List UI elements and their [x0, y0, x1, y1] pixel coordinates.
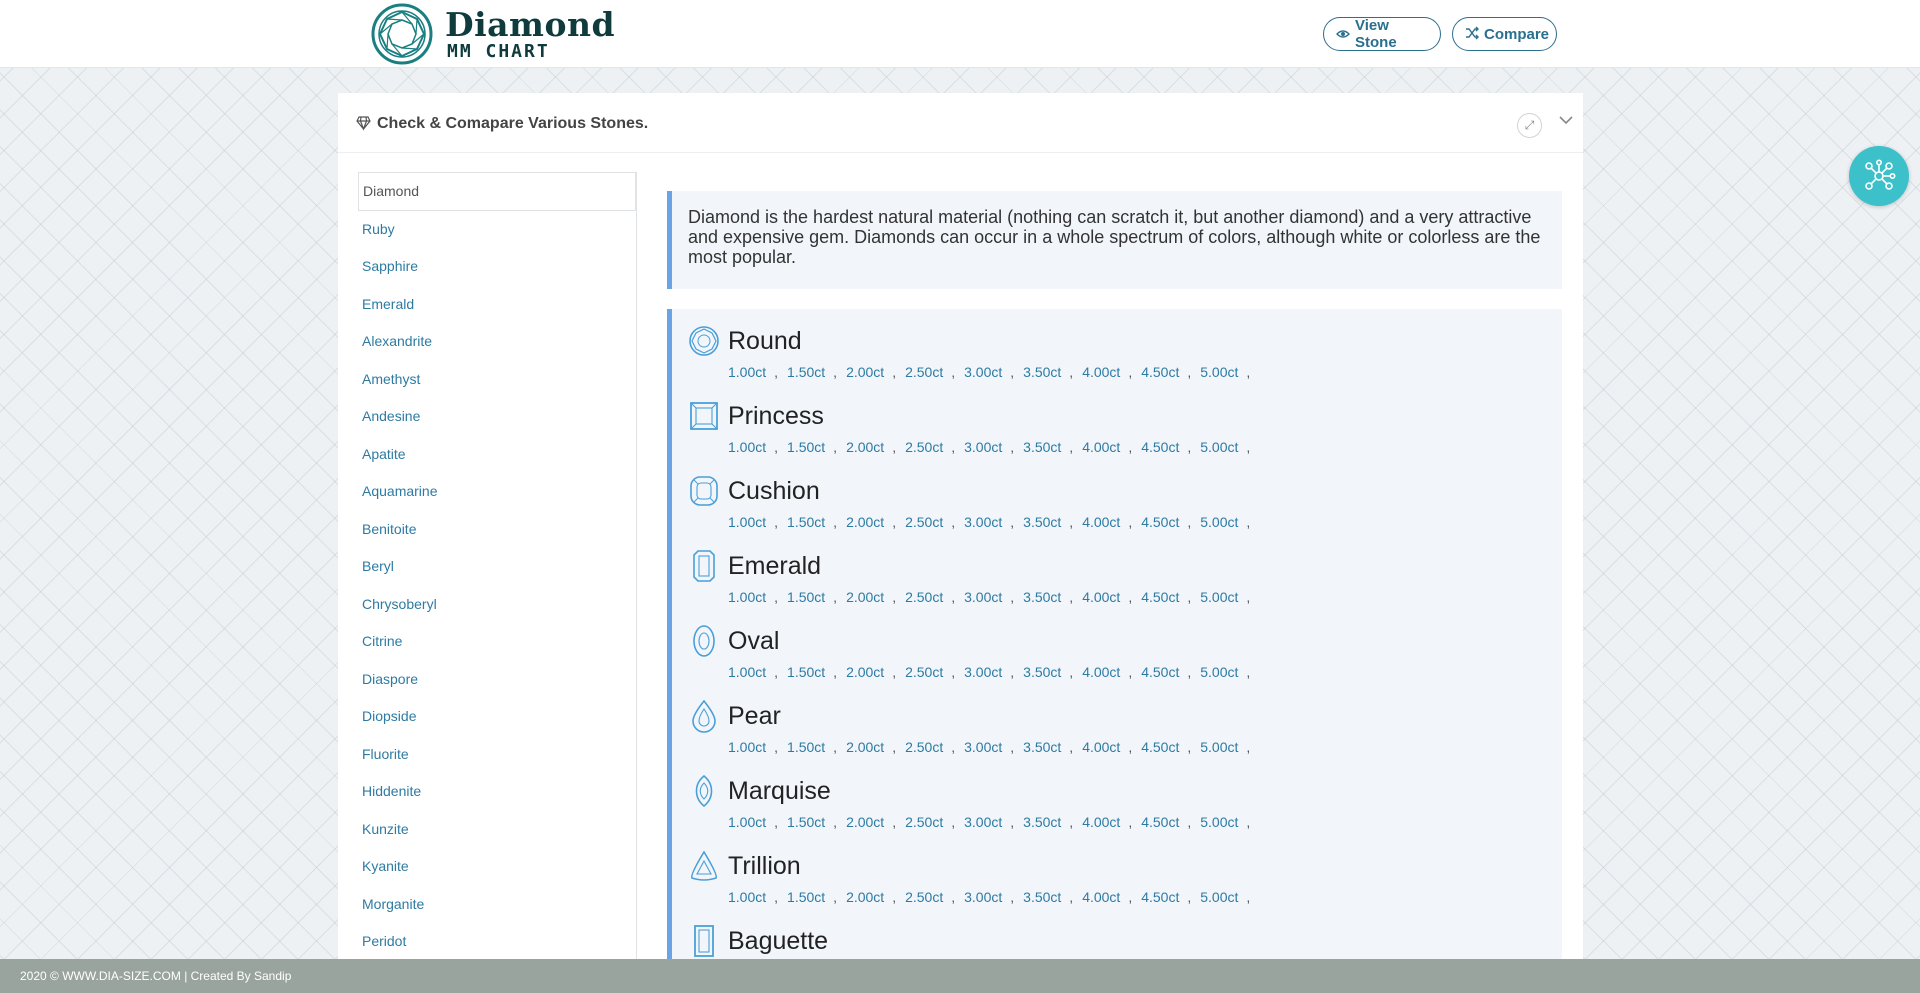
- separator: ,: [1010, 589, 1015, 605]
- carat-link[interactable]: 1.50ct: [787, 439, 826, 455]
- carat-link[interactable]: 1.00ct: [728, 364, 767, 380]
- separator: ,: [951, 364, 956, 380]
- card-title-text: Check & Comapare Various Stones.: [377, 115, 649, 132]
- carat-link[interactable]: 2.00ct: [846, 739, 885, 755]
- carat-link[interactable]: 4.00ct: [1082, 664, 1121, 680]
- separator: ,: [1187, 514, 1192, 530]
- stone-item-kunzite[interactable]: Kunzite: [362, 820, 409, 837]
- separator: ,: [833, 364, 838, 380]
- shape-block-round: [688, 323, 1259, 382]
- stone-item-aquamarine[interactable]: Aquamarine: [362, 483, 438, 499]
- baguette-cut-icon: [688, 924, 720, 958]
- card-header: [338, 93, 1583, 153]
- separator: ,: [1128, 364, 1133, 380]
- stone-item-citrine[interactable]: Citrine: [362, 633, 403, 649]
- stone-item-chrysoberyl[interactable]: Chrysoberyl: [362, 595, 437, 612]
- separator: ,: [892, 364, 897, 380]
- carat-link[interactable]: 4.00ct: [1082, 514, 1121, 530]
- carat-link[interactable]: 2.50ct: [905, 814, 944, 830]
- shape-name: Cushion: [728, 476, 820, 505]
- carat-link[interactable]: 5.00ct: [1200, 514, 1239, 530]
- separator: ,: [833, 664, 838, 680]
- separator: ,: [833, 589, 838, 605]
- shape-block-princess: [688, 398, 1259, 457]
- carat-link[interactable]: 2.00ct: [846, 514, 885, 530]
- stone-item-benitoite[interactable]: Benitoite: [362, 520, 417, 537]
- carat-size-links: [728, 812, 1259, 832]
- separator: ,: [892, 889, 897, 905]
- card-title: [356, 115, 648, 133]
- carat-link[interactable]: 2.00ct: [846, 364, 885, 380]
- carat-link[interactable]: 2.50ct: [905, 739, 944, 755]
- separator: ,: [1069, 814, 1074, 830]
- carat-link[interactable]: 4.00ct: [1082, 739, 1121, 755]
- shape-block-emerald: [688, 548, 1259, 607]
- stone-item-amethyst[interactable]: Amethyst: [362, 370, 421, 387]
- separator: ,: [1069, 739, 1074, 755]
- carat-link[interactable]: 3.50ct: [1023, 589, 1062, 605]
- stone-item-peridot[interactable]: Peridot: [362, 933, 407, 949]
- separator: ,: [1128, 514, 1133, 530]
- separator: ,: [1069, 889, 1074, 905]
- carat-link[interactable]: 2.50ct: [905, 664, 944, 680]
- page-footer: 2020 © WWW.DIA-SIZE.COM | Created By Sandip: [0, 959, 1920, 993]
- carat-size-links: [728, 587, 1259, 607]
- separator: ,: [1010, 739, 1015, 755]
- shape-block-pear: [688, 698, 1259, 757]
- carat-link[interactable]: 4.00ct: [1082, 889, 1121, 905]
- separator: ,: [774, 589, 779, 605]
- carat-link[interactable]: 3.00ct: [964, 514, 1003, 530]
- separator: ,: [1246, 814, 1251, 830]
- separator: ,: [1128, 814, 1133, 830]
- emerald-cut-icon: [688, 549, 720, 583]
- view-stone-button[interactable]: [1323, 17, 1441, 51]
- carat-link[interactable]: 3.00ct: [964, 589, 1003, 605]
- carat-link[interactable]: 3.00ct: [964, 739, 1003, 755]
- carat-link[interactable]: 2.50ct: [905, 589, 944, 605]
- separator: ,: [1187, 589, 1192, 605]
- separator: ,: [1010, 814, 1015, 830]
- stone-item-kyanite[interactable]: Kyanite: [362, 858, 409, 874]
- shape-header: [688, 773, 1259, 809]
- carat-link[interactable]: 4.50ct: [1141, 514, 1180, 530]
- shape-name: Baguette: [728, 926, 829, 955]
- stone-item-emerald[interactable]: Emerald: [362, 295, 415, 312]
- carat-size-links: [728, 737, 1259, 757]
- separator: ,: [1187, 439, 1192, 455]
- carat-link[interactable]: 2.00ct: [846, 814, 885, 830]
- carat-link[interactable]: 2.00ct: [846, 439, 885, 455]
- stone-item-beryl[interactable]: Beryl: [362, 558, 394, 574]
- carat-link[interactable]: 1.50ct: [787, 814, 826, 830]
- shape-name: Round: [728, 326, 802, 355]
- carat-link[interactable]: 1.00ct: [728, 814, 767, 830]
- separator: ,: [774, 889, 779, 905]
- shape-name: Marquise: [728, 776, 831, 805]
- separator: ,: [1128, 439, 1133, 455]
- separator: ,: [833, 739, 838, 755]
- stone-item-diaspore[interactable]: Diaspore: [362, 670, 419, 687]
- carat-link[interactable]: 2.00ct: [846, 589, 885, 605]
- carat-link[interactable]: 3.00ct: [964, 889, 1003, 905]
- separator: ,: [1010, 514, 1015, 530]
- separator: ,: [1010, 364, 1015, 380]
- separator: ,: [833, 889, 838, 905]
- separator: ,: [1246, 514, 1251, 530]
- carat-link[interactable]: 1.50ct: [787, 589, 826, 605]
- carat-link[interactable]: 4.00ct: [1082, 589, 1121, 605]
- stone-item-hiddenite[interactable]: Hiddenite: [362, 783, 422, 799]
- network-icon: [1862, 159, 1896, 193]
- separator: ,: [833, 814, 838, 830]
- carat-link[interactable]: 1.00ct: [728, 664, 767, 680]
- carat-link[interactable]: 5.00ct: [1200, 739, 1239, 755]
- pear-cut-icon: [688, 699, 720, 733]
- carat-size-links: [728, 437, 1259, 457]
- carat-link[interactable]: 1.00ct: [728, 889, 767, 905]
- view-stone-label: View Stone: [1355, 17, 1397, 51]
- separator: ,: [892, 514, 897, 530]
- separator: ,: [1128, 589, 1133, 605]
- shape-block-cushion: [688, 473, 1259, 532]
- stone-item-ruby[interactable]: Ruby: [362, 220, 395, 237]
- carat-link[interactable]: 4.50ct: [1141, 664, 1180, 680]
- shape-name: Emerald: [728, 551, 822, 580]
- shuffle-icon: [1465, 27, 1479, 42]
- separator: ,: [833, 439, 838, 455]
- carat-link[interactable]: 1.00ct: [728, 739, 767, 755]
- network-share-button[interactable]: [1849, 146, 1909, 206]
- separator: ,: [774, 664, 779, 680]
- shape-block-marquise: [688, 773, 1259, 832]
- carat-link[interactable]: 4.50ct: [1141, 589, 1180, 605]
- carat-size-links: [728, 362, 1259, 382]
- carat-link[interactable]: 1.50ct: [787, 889, 826, 905]
- chevron-down-icon[interactable]: [1559, 112, 1573, 130]
- carat-link[interactable]: 2.50ct: [905, 364, 944, 380]
- compare-button[interactable]: [1452, 17, 1557, 51]
- eye-icon: [1336, 27, 1350, 42]
- carat-link[interactable]: 3.00ct: [964, 814, 1003, 830]
- expand-icon[interactable]: ⤢: [1517, 113, 1542, 138]
- carat-link[interactable]: 4.00ct: [1082, 814, 1121, 830]
- separator: ,: [1010, 664, 1015, 680]
- carat-size-links: [728, 512, 1259, 532]
- carat-link[interactable]: 1.50ct: [787, 364, 826, 380]
- carat-link[interactable]: 3.50ct: [1023, 364, 1062, 380]
- shape-block-oval: [688, 623, 1259, 682]
- separator: ,: [1246, 589, 1251, 605]
- stone-item-andesine[interactable]: Andesine: [362, 408, 421, 424]
- separator: ,: [1246, 439, 1251, 455]
- shape-header: [688, 848, 1259, 884]
- carat-link[interactable]: 5.00ct: [1200, 589, 1239, 605]
- carat-size-links: [728, 887, 1259, 907]
- carat-link[interactable]: 5.00ct: [1200, 364, 1239, 380]
- separator: ,: [951, 739, 956, 755]
- carat-link[interactable]: 3.50ct: [1023, 514, 1062, 530]
- separator: ,: [892, 739, 897, 755]
- brand-title: Diamond: [445, 4, 616, 44]
- shape-header: [688, 623, 1259, 659]
- carat-link[interactable]: 2.50ct: [905, 889, 944, 905]
- carat-link[interactable]: 2.00ct: [846, 664, 885, 680]
- carat-link[interactable]: 3.50ct: [1023, 889, 1062, 905]
- carat-link[interactable]: 1.50ct: [787, 514, 826, 530]
- separator: ,: [951, 514, 956, 530]
- carat-link[interactable]: 4.50ct: [1141, 439, 1180, 455]
- separator: ,: [892, 589, 897, 605]
- stone-item-diamond[interactable]: Diamond: [358, 173, 636, 211]
- separator: ,: [1187, 739, 1192, 755]
- separator: ,: [1069, 439, 1074, 455]
- separator: ,: [1128, 889, 1133, 905]
- separator: ,: [1128, 664, 1133, 680]
- stone-item-alexandrite[interactable]: Alexandrite: [362, 333, 433, 349]
- cushion-cut-icon: [688, 474, 720, 508]
- separator: ,: [774, 364, 779, 380]
- shape-header: [688, 473, 1259, 509]
- shape-header: [688, 323, 1259, 359]
- shape-header: [688, 548, 1259, 584]
- shape-header: [688, 923, 1259, 959]
- carat-link[interactable]: 1.50ct: [787, 664, 826, 680]
- oval-cut-icon: [688, 624, 720, 658]
- shape-name: Princess: [728, 401, 824, 430]
- diamond-logo-icon: [371, 3, 433, 65]
- carat-link[interactable]: 3.00ct: [964, 664, 1003, 680]
- carat-link[interactable]: 2.50ct: [905, 514, 944, 530]
- princess-cut-icon: [688, 399, 720, 433]
- gem-icon: [356, 116, 371, 133]
- carat-link[interactable]: 3.50ct: [1023, 439, 1062, 455]
- separator: ,: [1069, 364, 1074, 380]
- stone-item-morganite[interactable]: Morganite: [362, 895, 425, 912]
- carat-link[interactable]: 5.00ct: [1200, 814, 1239, 830]
- carat-link[interactable]: 1.00ct: [728, 514, 767, 530]
- separator: ,: [951, 814, 956, 830]
- carat-size-links: [728, 662, 1259, 682]
- stone-description: Diamond is the hardest natural material (nothing can scratch it, but another diamond) and a very attractive and expensive gem. Diamonds can occur in a whole spectrum of colors, although white or colorless are the most popular.: [667, 191, 1562, 289]
- site-logo[interactable]: [371, 3, 615, 65]
- separator: ,: [1128, 739, 1133, 755]
- carat-link[interactable]: 2.50ct: [905, 439, 944, 455]
- separator: ,: [892, 664, 897, 680]
- carat-link[interactable]: 4.50ct: [1141, 739, 1180, 755]
- separator: ,: [1187, 889, 1192, 905]
- compare-label: Compare: [1484, 25, 1550, 43]
- stone-list: [358, 172, 637, 963]
- carat-link[interactable]: 5.00ct: [1200, 664, 1239, 680]
- shape-header: [688, 698, 1259, 734]
- separator: ,: [1010, 439, 1015, 455]
- carat-link[interactable]: 4.00ct: [1082, 364, 1121, 380]
- trillion-cut-icon: [688, 849, 720, 883]
- shape-name: Pear: [728, 701, 781, 730]
- separator: ,: [1010, 889, 1015, 905]
- stone-comparison-card: [338, 93, 1583, 963]
- separator: ,: [1187, 814, 1192, 830]
- carat-link[interactable]: 4.50ct: [1141, 364, 1180, 380]
- separator: ,: [774, 739, 779, 755]
- carat-link[interactable]: 5.00ct: [1200, 439, 1239, 455]
- separator: ,: [951, 439, 956, 455]
- shape-header: [688, 398, 1259, 434]
- carat-link[interactable]: 4.50ct: [1141, 889, 1180, 905]
- carat-link[interactable]: 2.00ct: [846, 889, 885, 905]
- carat-link[interactable]: 5.00ct: [1200, 889, 1239, 905]
- separator: ,: [1246, 364, 1251, 380]
- round-cut-icon: [688, 324, 720, 358]
- carat-link[interactable]: 1.00ct: [728, 589, 767, 605]
- separator: ,: [951, 589, 956, 605]
- separator: ,: [1246, 889, 1251, 905]
- separator: ,: [774, 439, 779, 455]
- carat-link[interactable]: 1.50ct: [787, 739, 826, 755]
- carat-link[interactable]: 3.50ct: [1023, 814, 1062, 830]
- separator: ,: [1246, 739, 1251, 755]
- separator: ,: [892, 814, 897, 830]
- carat-link[interactable]: 3.00ct: [964, 364, 1003, 380]
- stone-item-apatite[interactable]: Apatite: [362, 445, 406, 462]
- carat-link[interactable]: 1.00ct: [728, 439, 767, 455]
- carat-link[interactable]: 4.50ct: [1141, 814, 1180, 830]
- carat-link[interactable]: 3.50ct: [1023, 664, 1062, 680]
- separator: ,: [951, 664, 956, 680]
- separator: ,: [1187, 664, 1192, 680]
- carat-link[interactable]: 3.00ct: [964, 439, 1003, 455]
- carat-link[interactable]: 3.50ct: [1023, 739, 1062, 755]
- marquise-cut-icon: [688, 774, 720, 808]
- stone-item-fluorite[interactable]: Fluorite: [362, 745, 409, 762]
- separator: ,: [833, 514, 838, 530]
- stone-item-sapphire[interactable]: Sapphire: [362, 258, 419, 274]
- carat-link[interactable]: 4.00ct: [1082, 439, 1121, 455]
- separator: ,: [1069, 589, 1074, 605]
- brand-subtitle: MM CHART: [447, 40, 550, 62]
- separator: ,: [1069, 514, 1074, 530]
- stone-item-diopside[interactable]: Diopside: [362, 708, 417, 724]
- separator: ,: [892, 439, 897, 455]
- separator: ,: [1069, 664, 1074, 680]
- shape-name: Oval: [728, 626, 780, 655]
- separator: ,: [1187, 364, 1192, 380]
- shapes-panel: [667, 309, 1562, 963]
- separator: ,: [1246, 664, 1251, 680]
- separator: ,: [951, 889, 956, 905]
- separator: ,: [774, 814, 779, 830]
- shape-block-trillion: [688, 848, 1259, 907]
- shape-name: Trillion: [728, 851, 801, 880]
- top-navbar: [0, 0, 1920, 68]
- separator: ,: [774, 514, 779, 530]
